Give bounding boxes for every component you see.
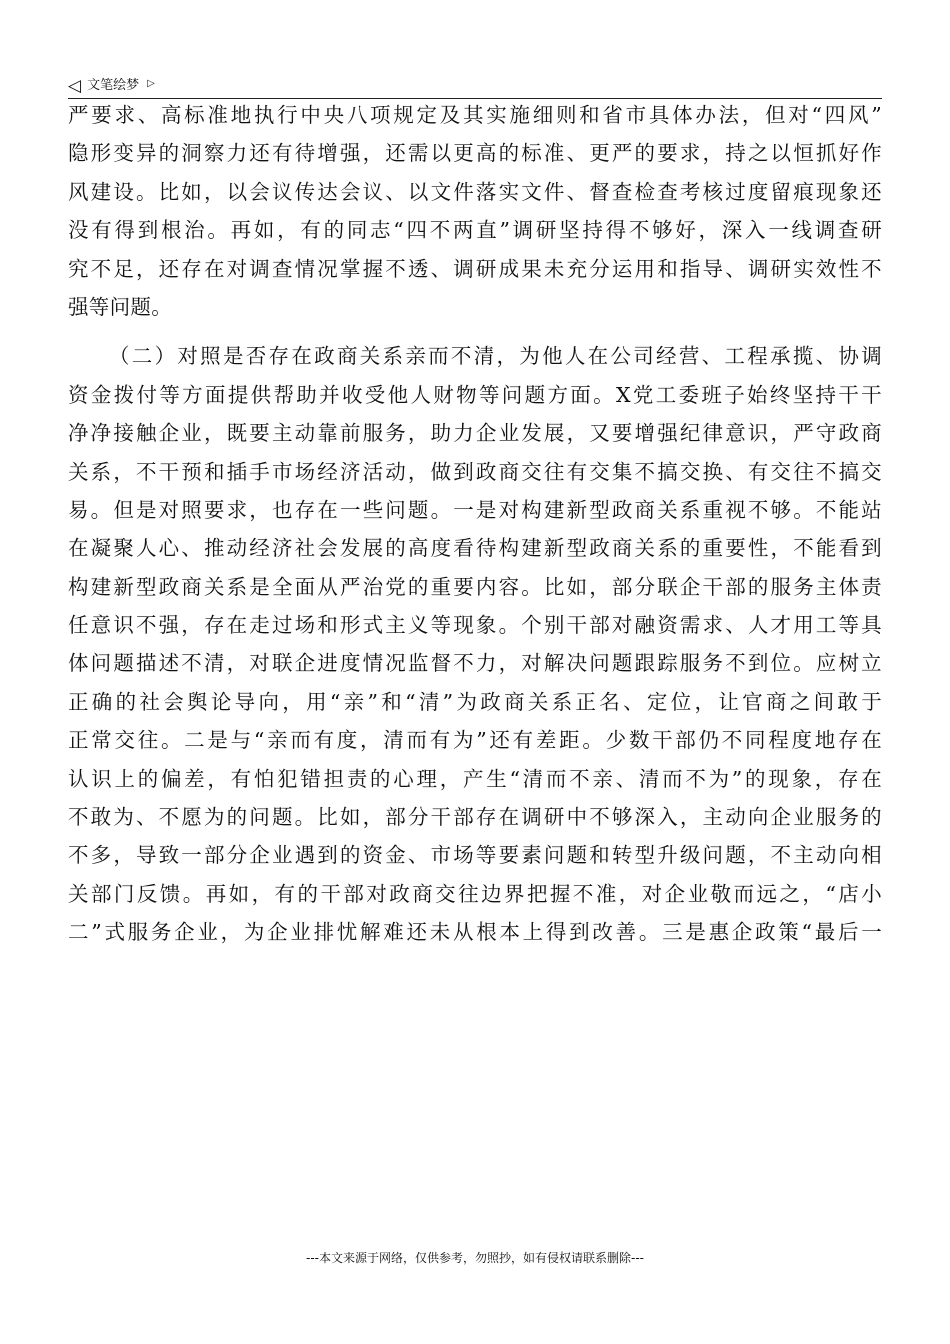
text-line: 没有得到根治。再如，有的同志“四不两直”调研坚持得不够好，深入一线调查研 bbox=[68, 218, 882, 243]
text-line: 正确的社会舆论导向，用“亲”和“清”为政商关系正名、定位，让官商之间敢于 bbox=[68, 689, 882, 714]
text-line: 易。但是对照要求，也存在一些问题。一是对构建新型政商关系重视不够。不能站 bbox=[68, 497, 882, 522]
text-line: 关部门反馈。再如，有的干部对政商交往边界把握不准，对企业敬而远之，“店小 bbox=[68, 881, 882, 906]
text-line: 关系，不干预和插手市场经济活动，做到政商交往有交集不搞交换、有交往不搞交 bbox=[68, 459, 882, 484]
page-footer: ---本文来源于网络，仅供参考，勿照抄，如有侵权请联系删除--- bbox=[306, 1251, 644, 1265]
text-line: 构建新型政商关系是全面从严治党的重要内容。比如，部分联企干部的服务主体责 bbox=[68, 574, 882, 599]
paragraph-2 bbox=[68, 337, 882, 951]
text-line: 隐形变异的洞察力还有待增强，还需以更高的标准、更严的要求，持之以恒抓好作 bbox=[68, 141, 882, 166]
text-line: 究不足，还存在对调查情况掌握不透、调研成果未充分运用和指导、调研实效性不 bbox=[68, 256, 882, 281]
text-line: 不多，导致一部分企业遇到的资金、市场等要素问题和转型升级问题，不主动向相 bbox=[68, 843, 882, 868]
text-line: （二）对照是否存在政商关系亲而不清，为他人在公司经营、工程承揽、协调 bbox=[109, 344, 882, 369]
text-line: 体问题描述不清，对联企进度情况监督不力，对解决问题跟踪服务不到位。应树立 bbox=[68, 651, 882, 676]
text-line: 不敢为、不愿为的问题。比如，部分干部存在调研中不够深入，主动向企业服务的 bbox=[68, 805, 882, 830]
header-title: 文笔绘梦 bbox=[87, 78, 140, 93]
paragraph-1 bbox=[68, 96, 882, 326]
text-line: 在凝聚人心、推动经济社会发展的高度看待构建新型政商关系的重要性，不能看到 bbox=[68, 536, 882, 561]
text-line: 二”式服务企业，为企业排忧解难还未从根本上得到改善。三是惠企政策“最后一 bbox=[68, 920, 882, 945]
document-body bbox=[68, 96, 882, 952]
text-line: 严要求、高标准地执行中央八项规定及其实施细则和省市具体办法，但对“四风” bbox=[68, 103, 882, 127]
text-line: 任意识不强，存在走过场和形式主义等现象。个别干部对融资需求、人才用工等具 bbox=[68, 613, 882, 638]
text-line: 资金拨付等方面提供帮助并收受他人财物等问题方面。X党工委班子始终坚持干干 bbox=[68, 382, 882, 407]
text-line: 风建设。比如，以会议传达会议、以文件落实文件、督查检查考核过度留痕现象还 bbox=[68, 179, 882, 204]
text-line: 强等问题。 bbox=[68, 294, 172, 319]
text-line: 认识上的偏差，有怕犯错担责的心理，产生“清而不亲、清而不为”的现象，存在 bbox=[68, 766, 882, 791]
triangle-left-icon: ◁ bbox=[68, 76, 82, 96]
triangle-right-icon: ▷ bbox=[147, 78, 155, 89]
text-line: 正常交往。二是与“亲而有度，清而有为”还有差距。少数干部仍不同程度地存在 bbox=[68, 728, 882, 753]
text-line: 净净接触企业，既要主动靠前服务，助力企业发展，又要增强纪律意识，严守政商 bbox=[68, 421, 882, 446]
